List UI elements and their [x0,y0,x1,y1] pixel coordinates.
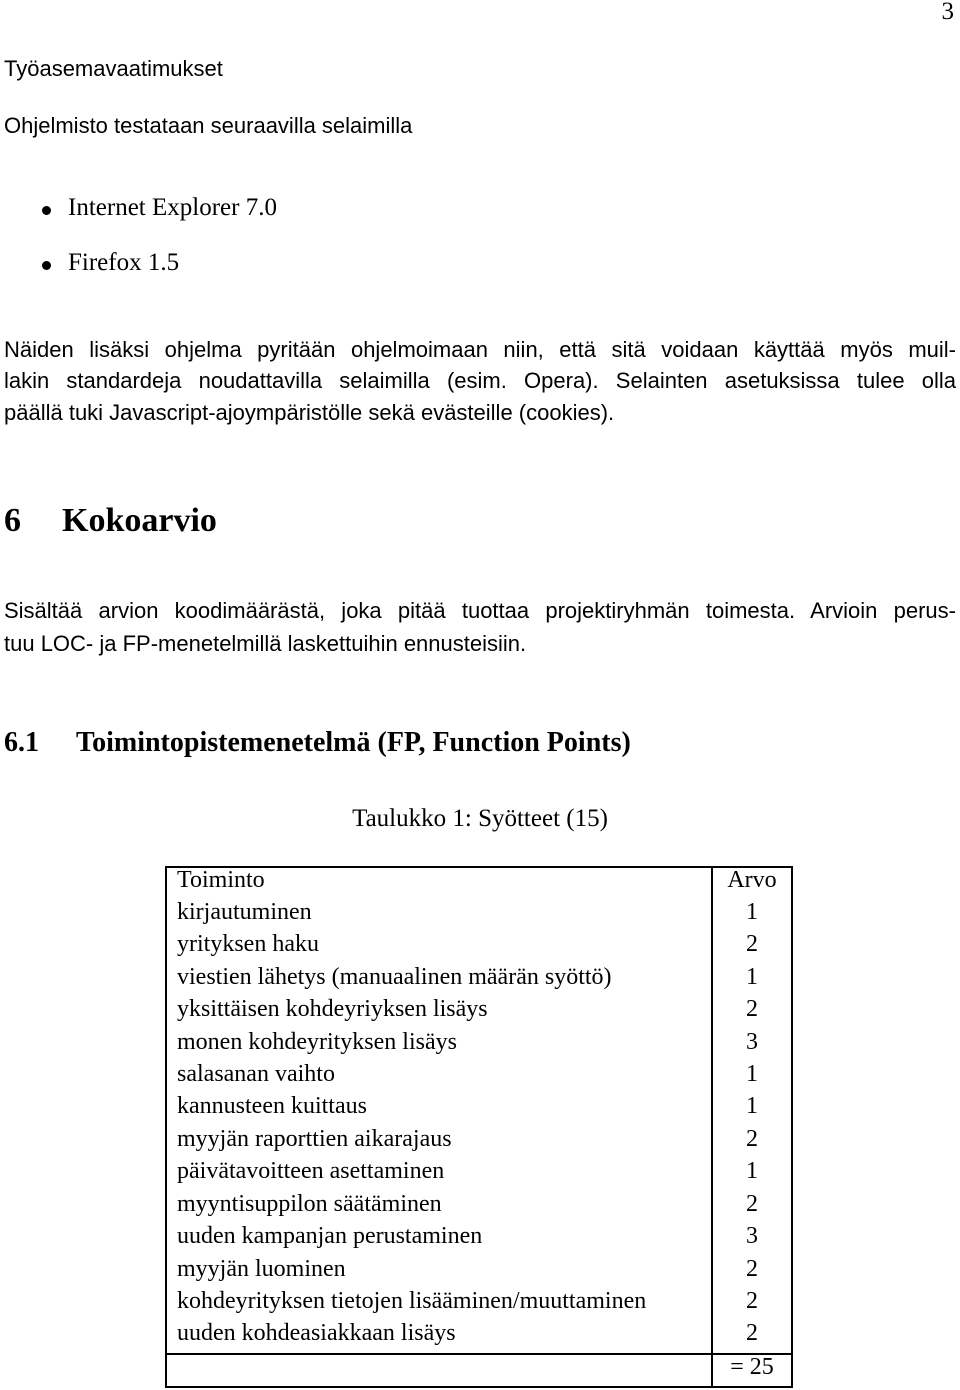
table-row [165,964,793,996]
table-cell-value: 1 [746,964,758,990]
table-cell-name: viestien lähetys (manuaalinen määrän syöttö) [177,964,612,990]
browser-list-item: Internet Explorer 7.0 [68,194,277,221]
table-cell-name: myyntisuppilon säätäminen [177,1191,442,1217]
table-cell-name: kannusteen kuittaus [177,1093,367,1119]
table-cell-name: kohdeyrityksen tietojen lisääminen/muuttaminen [177,1288,647,1314]
paragraph-line: Näiden lisäksi ohjelma pyritään ohjelmoimaan niin, että sitä voidaan käyttää myös muil- [4,337,956,362]
table-row [165,931,793,963]
table-header-arvo: Arvo [727,867,777,893]
table-cell-name: yksittäisen kohdeyriyksen lisäys [177,996,488,1022]
table-row [165,996,793,1028]
table-cell-name: uuden kampanjan perustaminen [177,1223,483,1249]
table-cell-name: myyjän luominen [177,1256,346,1282]
browser-intro-text: Ohjelmisto testataan seuraavilla selaimilla [4,113,413,138]
browser-list-item: Firefox 1.5 [68,249,180,276]
table-cell-value: 2 [746,1126,758,1152]
table-cell-name: monen kohdeyrityksen lisäys [177,1029,457,1055]
heading-title: Kokoarvio [62,502,217,539]
table-cell-value: 2 [746,996,758,1022]
subheading-title: Toimintopistemenetelmä (FP, Function Points) [76,727,631,758]
table-cell-value: 1 [746,1061,758,1087]
table-total-value: = 25 [730,1354,774,1380]
section-title-tyoasemavaatimukset: Työasemavaatimukset [4,56,223,81]
page-number: 3 [941,0,954,25]
heading-number: 6 [4,502,21,539]
table-cell-value: 2 [746,1320,758,1346]
table-row [165,1288,793,1320]
table-cell-value: 2 [746,1256,758,1282]
table-row [165,1320,793,1352]
table-cell-value: 1 [746,1093,758,1119]
table-cell-name: salasanan vaihto [177,1061,335,1087]
table-row [165,1061,793,1093]
table-row [165,899,793,931]
table-cell-value: 2 [746,1191,758,1217]
table-row [165,1158,793,1190]
table-cell-name: päivätavoitteen asettaminen [177,1158,445,1184]
heading-kokoarvio [4,502,217,540]
table-cell-name: kirjautuminen [177,899,312,925]
table-cell-value: 3 [746,1223,758,1249]
table-cell-value: 2 [746,931,758,957]
table-row [165,1126,793,1158]
subheading-number: 6.1 [4,727,39,758]
table-cell-value: 1 [746,899,758,925]
table-header-toiminto: Toiminto [177,867,265,893]
paragraph-line: Sisältää arvion koodimäärästä, joka pitää tuottaa projektiryhmän toimesta. Arvioin perus- [4,598,956,623]
table-cell-value: 1 [746,1158,758,1184]
table-row [165,1093,793,1125]
paragraph-line: tuu LOC- ja FP-menetelmillä laskettuihin ennusteisiin. [4,631,527,656]
table-cell-value: 3 [746,1029,758,1055]
table-cell-name: uuden kohdeasiakkaan lisäys [177,1320,456,1346]
table-header-row [165,867,793,899]
table-row [165,1223,793,1255]
table-caption: Taulukko 1: Syötteet (15) [352,805,608,832]
table-total-row [165,1354,793,1386]
paragraph-line: päällä tuki Javascript-ajoympäristölle sekä evästeille (cookies). [4,400,615,425]
table-cell-name: myyjän raporttien aikarajaus [177,1126,452,1152]
subheading-function-points [4,727,631,759]
paragraph-line: lakin standardeja noudattavilla selaimilla (esim. Opera). Selainten asetuksissa tulee olla [4,368,956,393]
table-cell-name: yrityksen haku [177,931,319,957]
table-cell-value: 2 [746,1288,758,1314]
table-row [165,1256,793,1288]
table-row [165,1191,793,1223]
table-row [165,1029,793,1061]
